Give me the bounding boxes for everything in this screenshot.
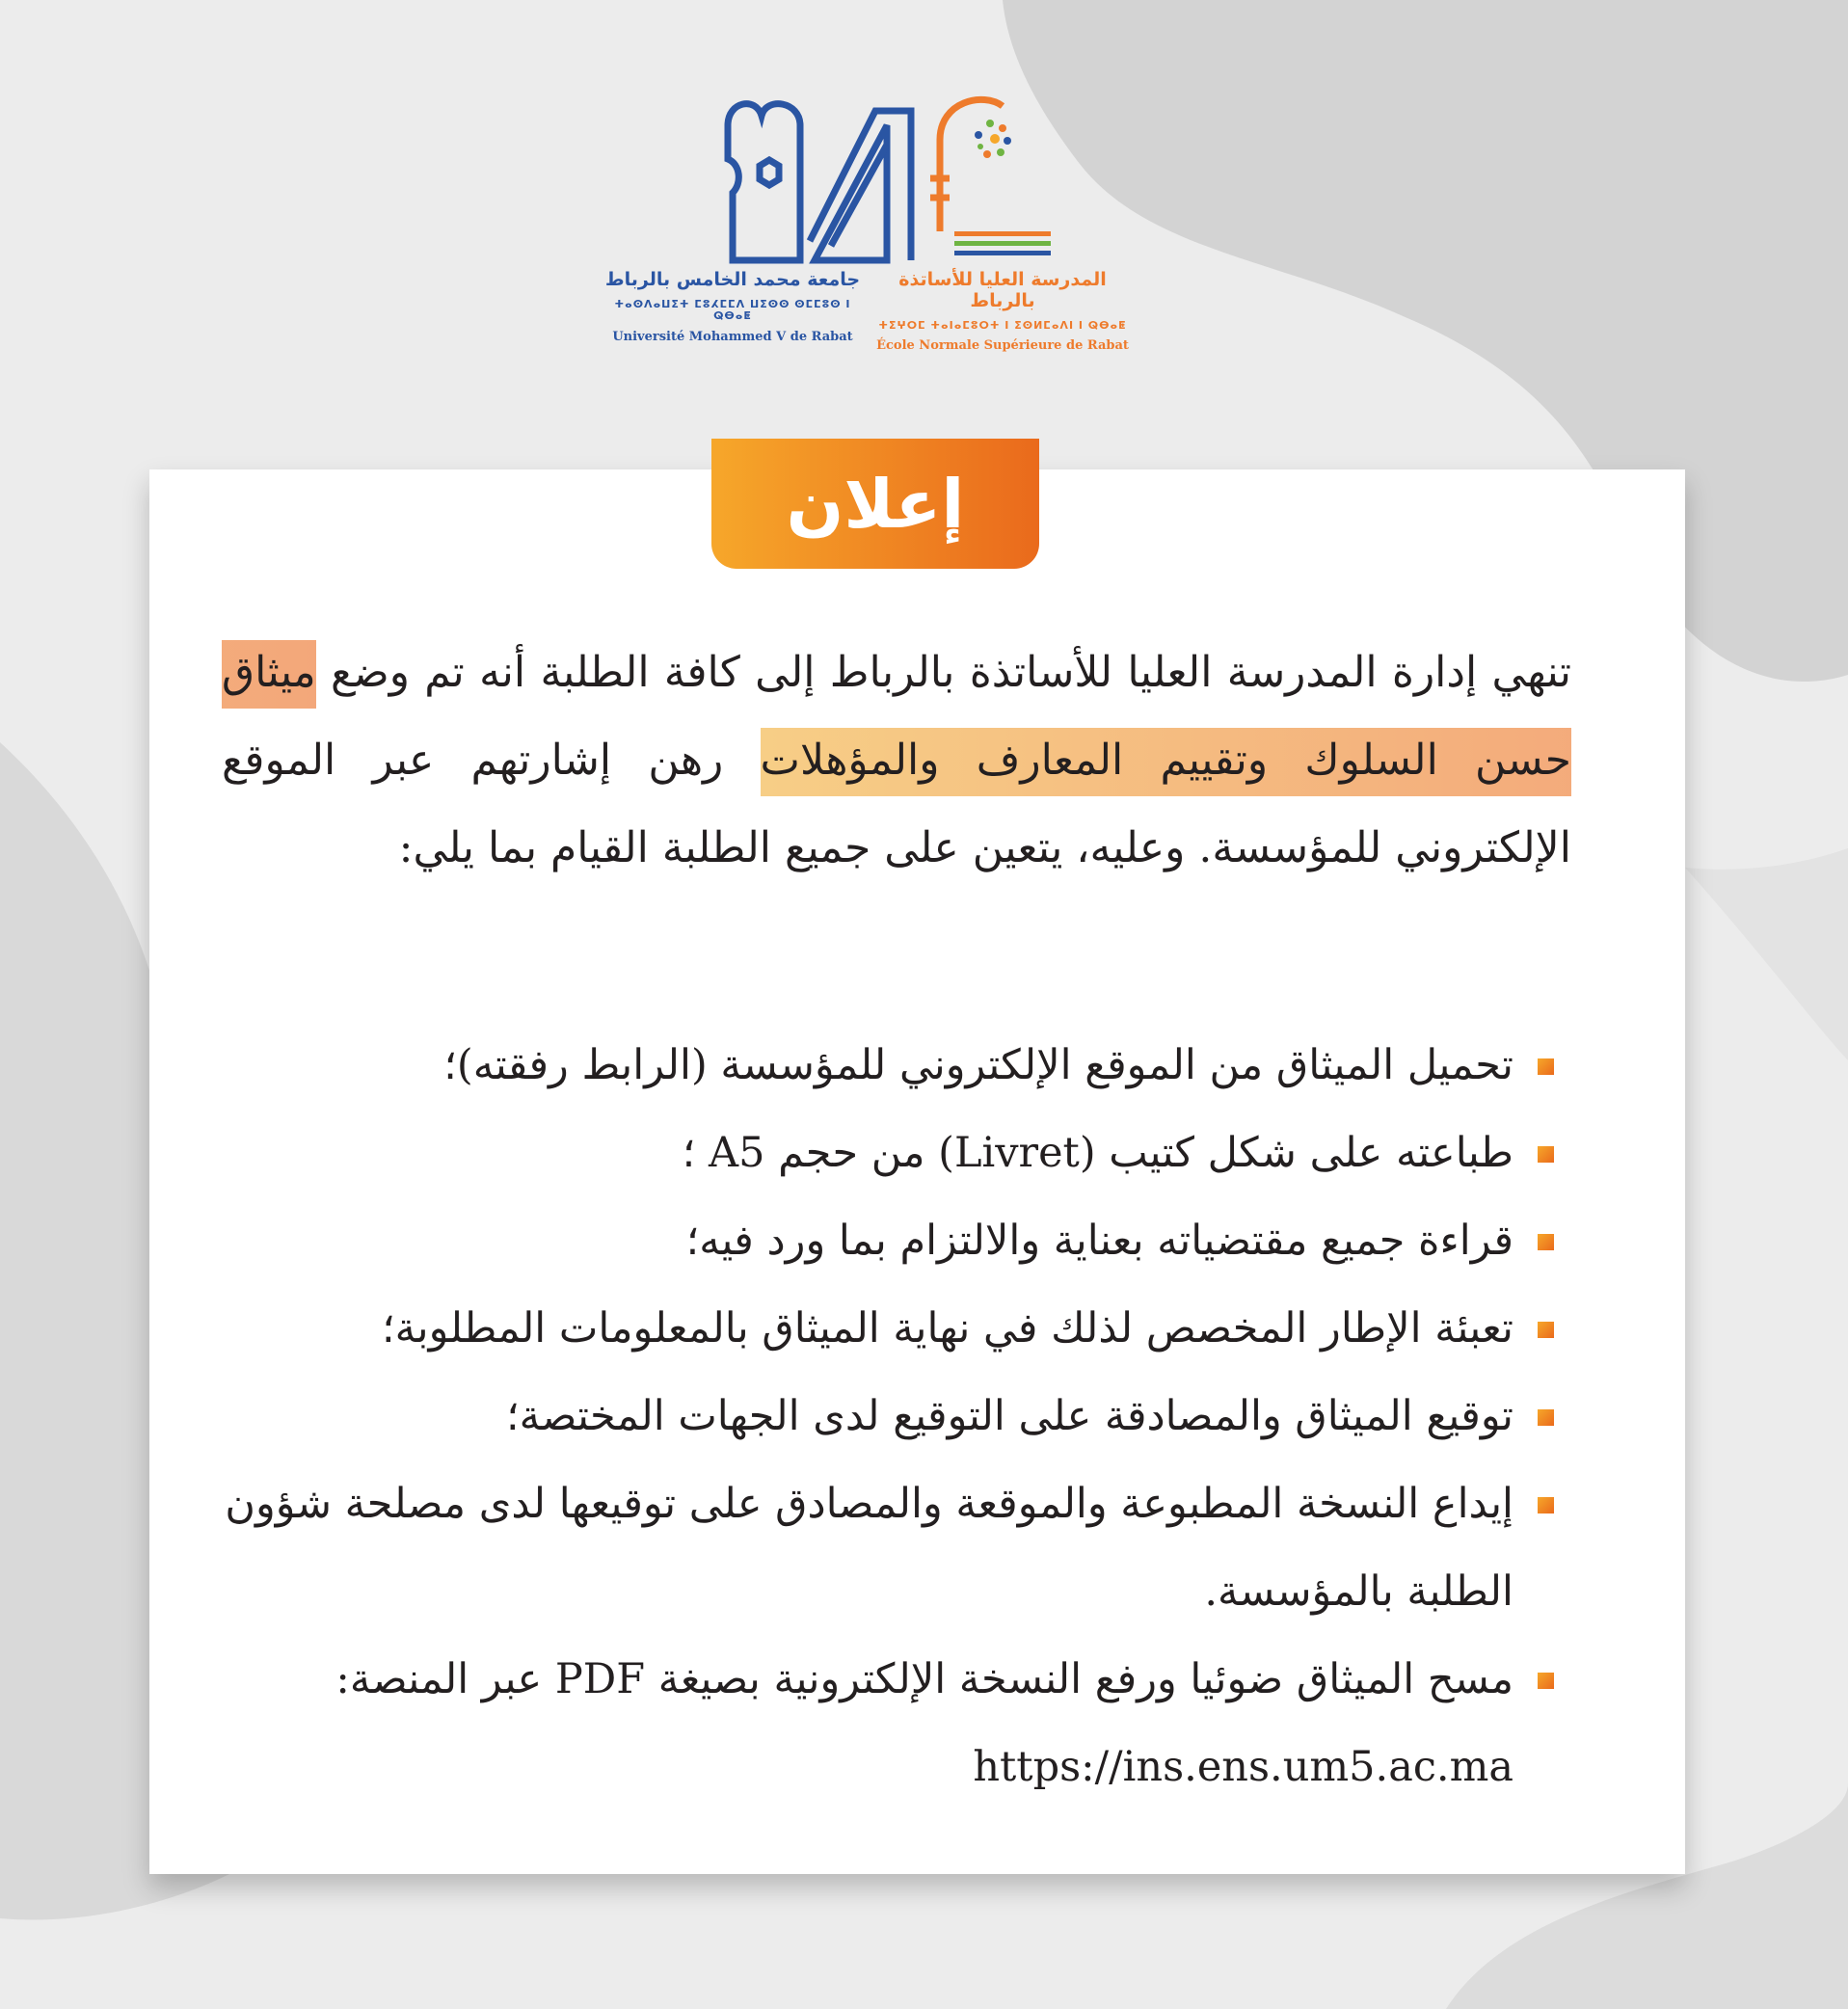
ens-arabic-name: المدرسة العليا للأساتذة بالرباط [898, 269, 1107, 311]
square-bullet-icon [1538, 1322, 1554, 1338]
list-item [193, 1022, 1513, 1110]
list-item-text: مسح الميثاق ضوئيا ورفع النسخة الإلكترونية بصيغة PDF عبر المنصة: [335, 1655, 1513, 1703]
announcement-intro [222, 629, 1571, 892]
institution-logo [598, 87, 1138, 376]
charter-name-highlight: ميثاق حسن السلوك وتقييم المعارف والمؤهلات [222, 640, 1571, 796]
ens-logo-text [868, 270, 1138, 354]
intro-text-2: رهن إشارتهم عبر الموقع الإلكتروني للمؤسسة. وعليه، يتعين على جميع الطلبة القيام بما يلي: [222, 736, 1571, 872]
ens-tifinagh-name: ⵜⵉⵖⵔⵎ ⵜⴰⵏⴰⵎⵓⵔⵜ ⵏ ⵉⵙⵍⵎⴰⴷⵏ ⵏ ⵕⴱⴰⵟ [878, 318, 1127, 332]
um5-logo-text [598, 270, 868, 345]
list-item [193, 1636, 1513, 1811]
um5-french-name: Université Mohammed V de Rabat [612, 330, 853, 345]
square-bullet-icon [1538, 1146, 1554, 1163]
list-item [193, 1197, 1513, 1285]
logo-emblem [694, 87, 1099, 270]
list-item [193, 1373, 1513, 1460]
steps-list [193, 1022, 1513, 1811]
list-item-text: إيداع النسخة المطبوعة والموقعة والمصادق على توقيعها لدى مصلحة شؤون الطلبة بالمؤسسة. [225, 1480, 1513, 1616]
um5-arabic-name: جامعة محمد الخامس بالرباط [604, 269, 861, 290]
square-bullet-icon [1538, 1409, 1554, 1426]
list-item [193, 1460, 1513, 1636]
square-bullet-icon [1538, 1673, 1554, 1689]
square-bullet-icon [1538, 1058, 1554, 1075]
ens-french-name: École Normale Supérieure de Rabat [876, 338, 1129, 354]
list-item-text: تعبئة الإطار المخصص لذلك في نهاية الميثاق بالمعلومات المطلوبة؛ [381, 1304, 1513, 1353]
um5-tifinagh-name: ⵜⴰⵙⴷⴰⵡⵉⵜ ⵎⵓⵃⵎⵎⴷ ⵡⵉⵙⵙ ⵙⵎⵎⵓⵙ ⵏ ⵕⴱⴰⵟ [614, 297, 851, 323]
list-item [193, 1285, 1513, 1373]
list-item-text: قراءة جميع مقتضياته بعناية والالتزام بما ورد فيه؛ [685, 1217, 1513, 1265]
sunburst-icon [975, 120, 1011, 158]
list-item [193, 1110, 1513, 1197]
announcement-title: إعلان [711, 439, 1039, 569]
square-bullet-icon [1538, 1497, 1554, 1513]
list-item-text: تحميل الميثاق من الموقع الإلكتروني للمؤسسة (الرابط رفقته)؛ [443, 1041, 1513, 1089]
platform-link[interactable]: https://ins.ens.um5.ac.ma [973, 1743, 1513, 1791]
intro-text-1: تنهي إدارة المدرسة العليا للأساتذة بالرباط إلى كافة الطلبة أنه تم وضع [315, 648, 1571, 697]
list-item-text: طباعته على شكل كتيب (Livret) من حجم A5 ؛ [682, 1129, 1513, 1177]
list-item-text: توقيع الميثاق والمصادقة على التوقيع لدى الجهات المختصة؛ [506, 1392, 1513, 1440]
square-bullet-icon [1538, 1234, 1554, 1250]
right-mid-blob [1685, 848, 1848, 1060]
